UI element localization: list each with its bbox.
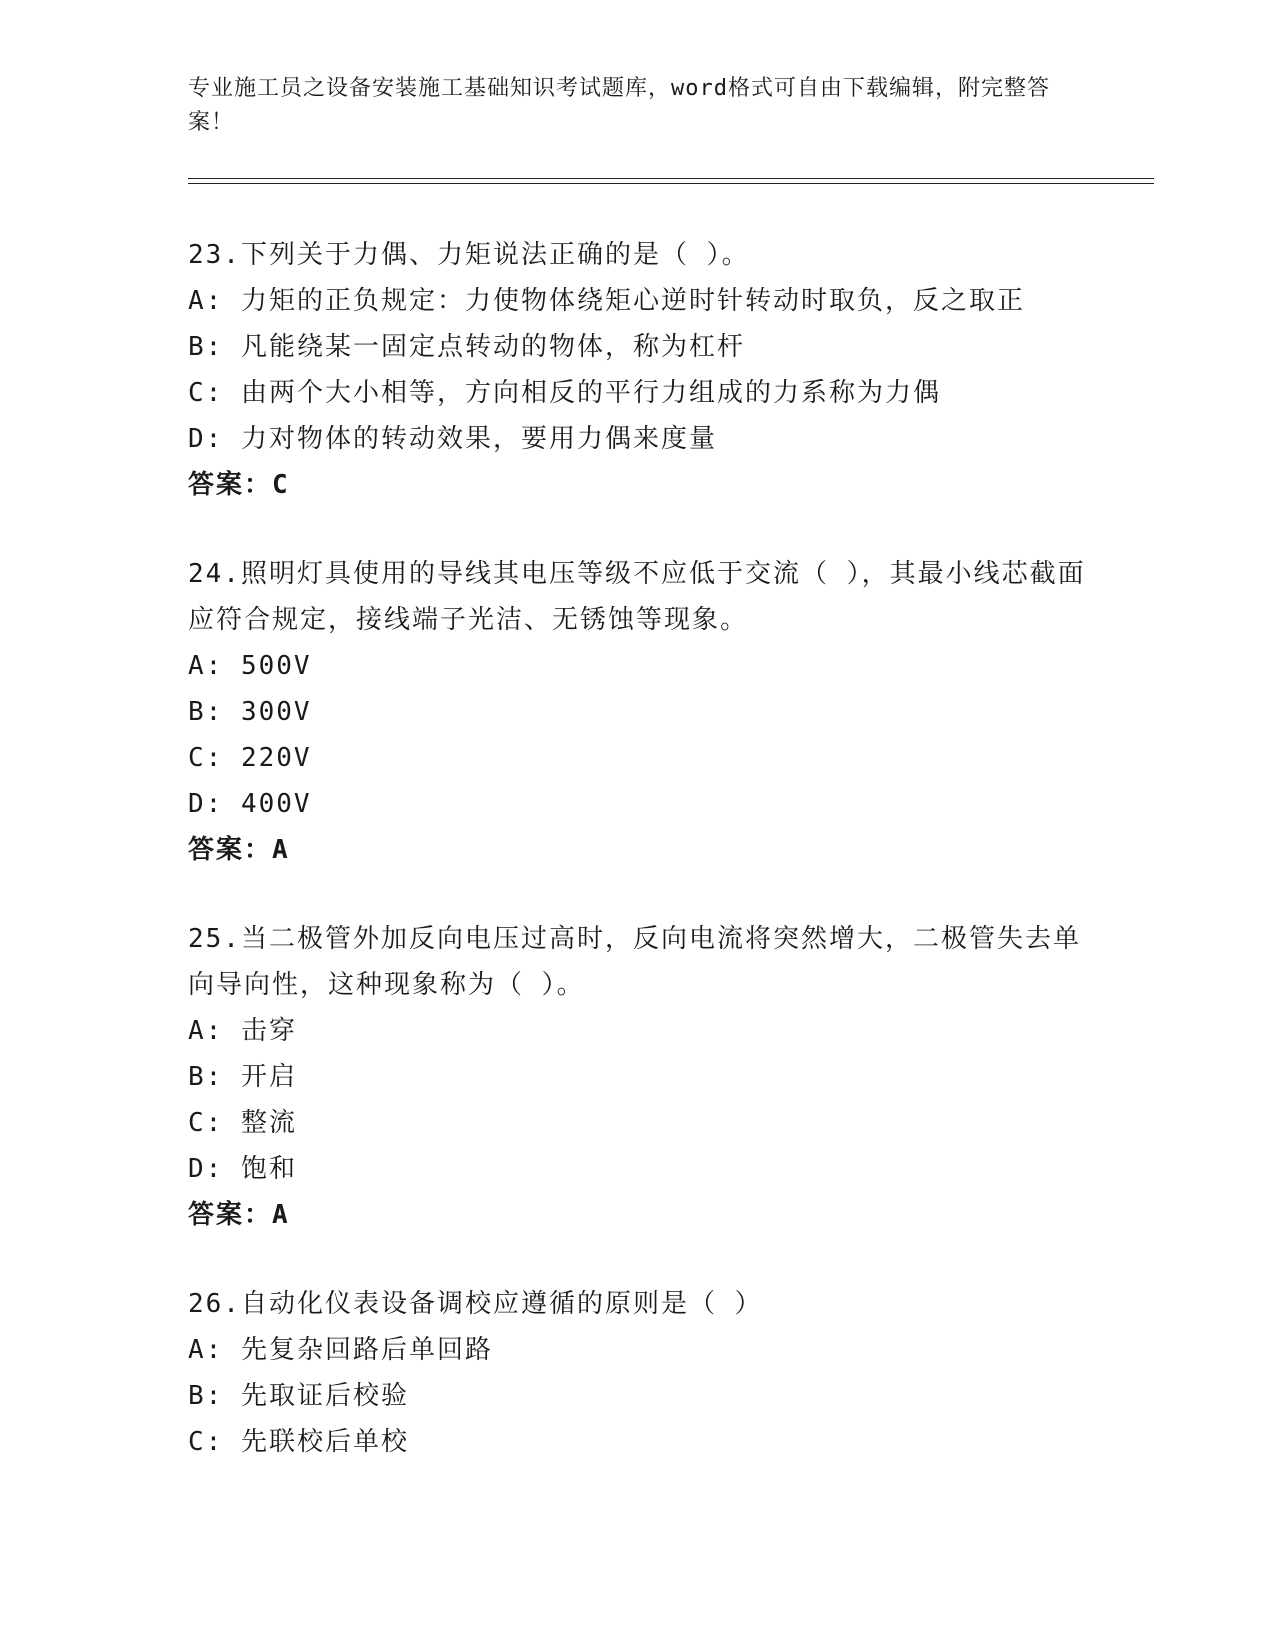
option-a: A: 击穿 bbox=[188, 1016, 297, 1046]
answer-label: 答案： bbox=[188, 470, 273, 500]
question-stem: 23.下列关于力偶、力矩说法正确的是（ ）。 bbox=[188, 240, 750, 270]
answer-value: A bbox=[272, 835, 290, 865]
question-23 bbox=[188, 232, 1108, 508]
question-26 bbox=[188, 1281, 1108, 1465]
answer-label: 答案： bbox=[188, 1200, 273, 1230]
option-a: A: 500V bbox=[188, 651, 312, 681]
page-header bbox=[188, 72, 1068, 140]
option-b: B: 开启 bbox=[188, 1062, 297, 1092]
header-divider-top bbox=[188, 178, 1154, 179]
question-25 bbox=[188, 916, 1108, 1238]
question-24 bbox=[188, 551, 1108, 873]
answer bbox=[188, 827, 1108, 873]
option-d: D: 400V bbox=[188, 789, 312, 819]
question-stem: 24.照明灯具使用的导线其电压等级不应低于交流（ ），其最小线芯截面应符合规定，接线端子光洁、无锈蚀等现象。 bbox=[188, 559, 1086, 635]
option-a: A: 力矩的正负规定：力使物体绕矩心逆时针转动时取负，反之取正 bbox=[188, 286, 1025, 316]
option-c: C: 先联校后单校 bbox=[188, 1427, 409, 1457]
option-d: D: 力对物体的转动效果，要用力偶来度量 bbox=[188, 424, 717, 454]
answer bbox=[188, 462, 1108, 508]
option-c: C: 由两个大小相等，方向相反的平行力组成的力系称为力偶 bbox=[188, 378, 941, 408]
header-divider-bottom bbox=[188, 183, 1154, 184]
answer-label: 答案： bbox=[188, 835, 273, 865]
option-a: A: 先复杂回路后单回路 bbox=[188, 1335, 493, 1365]
option-d: D: 饱和 bbox=[188, 1154, 297, 1184]
answer bbox=[188, 1192, 1108, 1238]
option-b: B: 300V bbox=[188, 697, 312, 727]
question-stem: 25.当二极管外加反向电压过高时，反向电流将突然增大，二极管失去单向导向性，这种现象称为（ ）。 bbox=[188, 924, 1081, 1000]
option-c: C: 整流 bbox=[188, 1108, 297, 1138]
question-list bbox=[188, 232, 1108, 1508]
option-c: C: 220V bbox=[188, 743, 312, 773]
question-stem: 26.自动化仪表设备调校应遵循的原则是（ ） bbox=[188, 1289, 763, 1319]
answer-value: A bbox=[272, 1200, 290, 1230]
option-b: B: 凡能绕某一固定点转动的物体，称为杠杆 bbox=[188, 332, 745, 362]
option-b: B: 先取证后校验 bbox=[188, 1381, 409, 1411]
header-title: 专业施工员之设备安装施工基础知识考试题库，word格式可自由下载编辑，附完整答案！ bbox=[188, 76, 1050, 135]
answer-value: C bbox=[272, 470, 290, 500]
